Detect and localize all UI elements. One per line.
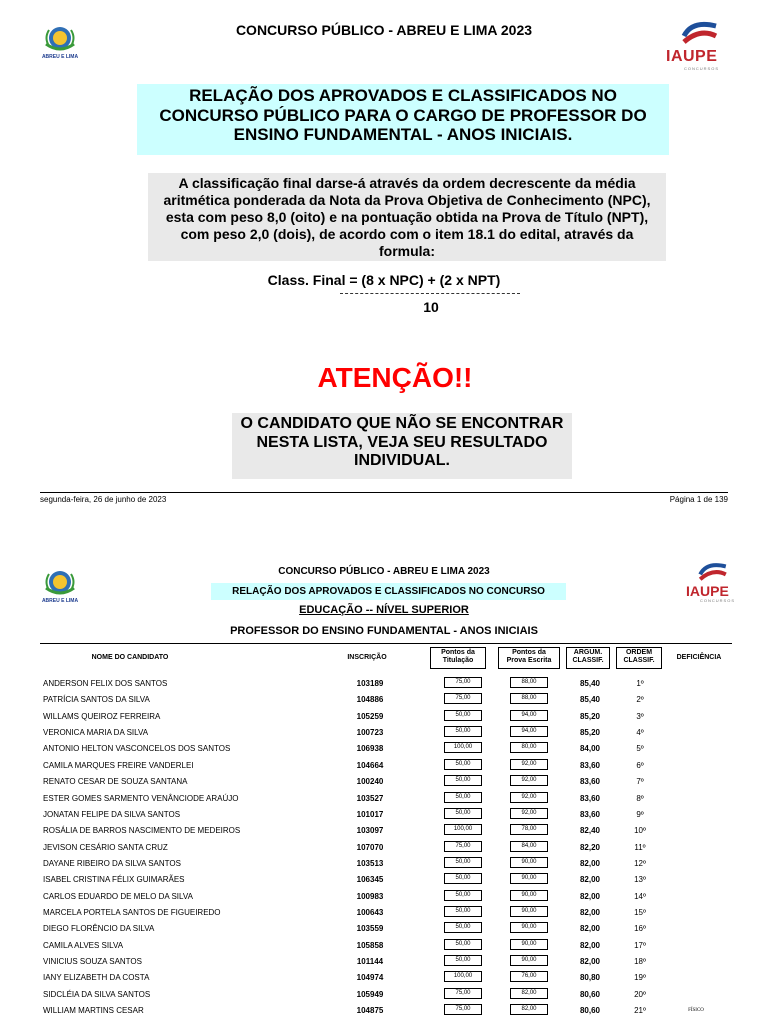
candidate-name: ESTER GOMES SARMENTO VENÂNCIODE ARAÚJO <box>43 793 239 803</box>
argum-cell: 82,20 <box>579 842 601 852</box>
title-line: CONCURSO PÚBLICO PARA O CARGO DE PROFESSOR DO <box>159 105 647 125</box>
table-row <box>40 840 732 856</box>
titulacao-cell: 50,00 <box>444 955 482 966</box>
escrita-cell: 94,00 <box>510 726 548 737</box>
titulacao-cell: 50,00 <box>444 808 482 819</box>
ordem-cell: 11º <box>634 842 646 852</box>
inscricao-cell: 107070 <box>356 842 384 852</box>
inscricao-cell: 105858 <box>356 940 384 950</box>
argum-cell: 83,60 <box>579 777 601 787</box>
escrita-cell: 76,00 <box>510 971 548 982</box>
inscricao-cell: 104664 <box>356 760 384 770</box>
escrita-cell: 92,00 <box>510 808 548 819</box>
inscricao-cell: 103527 <box>356 793 384 803</box>
escrita-cell: 90,00 <box>510 873 548 884</box>
ordem-cell: 13º <box>634 875 646 885</box>
escrita-cell: 80,00 <box>510 742 548 753</box>
page-header: CONCURSO PÚBLICO - ABREU E LIMA 2023 <box>235 22 533 38</box>
table-row <box>40 774 732 790</box>
page-title <box>137 84 669 155</box>
titulacao-cell: 50,00 <box>444 922 482 933</box>
table-row <box>40 692 732 708</box>
column-header-argum <box>566 647 610 669</box>
header-line: Titulação <box>442 657 474 664</box>
titulacao-cell: 50,00 <box>444 710 482 721</box>
footer-divider <box>40 492 728 493</box>
candidate-name: VERONICA MARIA DA SILVA <box>43 728 149 737</box>
candidate-name: CAMILA ALVES SILVA <box>43 940 124 950</box>
table-row <box>40 725 732 741</box>
note-line: A classificação final darse-á através da ordem decrescente da média <box>178 175 636 191</box>
titulacao-cell: 75,00 <box>444 841 482 852</box>
ordem-cell: 15º <box>634 907 646 917</box>
attention-line: O CANDIDATO QUE NÃO SE ENCONTRAR <box>240 415 564 432</box>
footer-date: segunda-feira, 26 de junho de 2023 <box>40 495 167 504</box>
candidate-name: ISABEL CRISTINA FÉLIX GUIMARÃES <box>43 875 185 885</box>
inscricao-cell: 105259 <box>356 711 384 721</box>
inscricao-cell: 104886 <box>356 695 384 705</box>
title-line: RELAÇÃO DOS APROVADOS E CLASSIFICADOS NO <box>189 86 617 105</box>
argum-cell: 82,00 <box>579 940 601 950</box>
ordem-cell: 16º <box>634 924 646 934</box>
argum-cell: 82,40 <box>579 826 601 836</box>
ordem-cell: 19º <box>634 973 646 983</box>
classification-note <box>148 173 666 261</box>
escrita-cell: 88,00 <box>510 677 548 688</box>
ordem-cell: 17º <box>634 940 646 950</box>
candidate-name: DIEGO FLORÊNCIO DA SILVA <box>43 924 155 934</box>
candidate-name: JEVISON CESÁRIO SANTA CRUZ <box>43 842 168 852</box>
argum-cell: 82,00 <box>579 957 601 966</box>
logo-left-text: ABREU E LIMA <box>41 598 79 604</box>
column-header-deficiencia: DEFICIÊNCIA <box>676 654 722 661</box>
logo-left-text: ABREU E LIMA <box>41 54 79 60</box>
titulacao-cell: 50,00 <box>444 792 482 803</box>
argum-cell: 83,60 <box>579 809 601 819</box>
escrita-cell: 92,00 <box>510 759 548 770</box>
column-header-name: NOME DO CANDIDATO <box>91 654 169 661</box>
escrita-cell: 82,00 <box>510 1004 548 1015</box>
escrita-cell: 94,00 <box>510 710 548 721</box>
escrita-cell: 88,00 <box>510 693 548 704</box>
inscricao-cell: 103189 <box>356 679 384 688</box>
ordem-cell: 7º <box>636 777 644 787</box>
header-line: CLASSIF. <box>623 657 655 664</box>
inscricao-cell: 100723 <box>356 728 384 737</box>
table-row <box>40 889 732 905</box>
argum-cell: 82,00 <box>579 924 601 934</box>
header-line: ORDEM <box>625 649 653 656</box>
table-row <box>40 921 732 937</box>
table-row <box>40 905 732 921</box>
escrita-cell: 90,00 <box>510 955 548 966</box>
titulacao-cell: 75,00 <box>444 988 482 999</box>
argum-cell: 82,00 <box>579 907 601 917</box>
candidate-name: VINICIUS SOUZA SANTOS <box>43 957 142 966</box>
argum-cell: 80,80 <box>579 973 601 983</box>
escrita-cell: 84,00 <box>510 841 548 852</box>
note-line: formula: <box>379 243 435 259</box>
candidate-name: IANY ELIZABETH DA COSTA <box>43 973 150 983</box>
candidate-name: PATRÍCIA SANTOS DA SILVA <box>43 695 150 705</box>
table-row <box>40 791 732 807</box>
titulacao-cell: 100,00 <box>444 824 482 835</box>
title-line: ENSINO FUNDAMENTAL - ANOS INICIAIS. <box>233 125 573 144</box>
ordem-cell: 8º <box>636 793 644 803</box>
page-header: CONCURSO PÚBLICO - ABREU E LIMA 2023 <box>278 566 490 577</box>
ordem-cell: 18º <box>634 957 646 966</box>
header-line: CLASSIF. <box>572 657 604 664</box>
note-line: esta com peso 8,0 (oito) e na pontuação obtida na Prova de Título (NPT), <box>165 209 649 225</box>
escrita-cell: 90,00 <box>510 857 548 868</box>
titulacao-cell: 50,00 <box>444 726 482 737</box>
column-header-titulacao <box>430 647 486 669</box>
escrita-cell: 90,00 <box>510 890 548 901</box>
inscricao-cell: 103097 <box>356 826 384 836</box>
attention-line: INDIVIDUAL. <box>354 452 450 469</box>
ordem-cell: 5º <box>636 744 644 754</box>
candidate-name: RENATO CESAR DE SOUZA SANTANA <box>43 777 188 787</box>
escrita-cell: 90,00 <box>510 906 548 917</box>
candidate-name: ROSÁLIA DE BARROS NASCIMENTO DE MEDEIROS <box>43 826 241 836</box>
cargo-title: PROFESSOR DO ENSINO FUNDAMENTAL - ANOS INICIAIS <box>230 625 538 637</box>
table-divider <box>40 643 732 644</box>
titulacao-cell: 50,00 <box>444 759 482 770</box>
page-subtitle: RELAÇÃO DOS APROVADOS E CLASSIFICADOS NO CONCURSO <box>211 583 566 600</box>
candidate-name: WILLIAM MARTINS CESAR <box>43 1006 144 1015</box>
table-row <box>40 1003 732 1019</box>
inscricao-cell: 100240 <box>356 777 384 787</box>
inscricao-cell: 105949 <box>356 989 384 999</box>
inscricao-cell: 104875 <box>356 1006 384 1015</box>
ordem-cell: 2º <box>636 695 644 705</box>
inscricao-cell: 106345 <box>356 875 384 885</box>
titulacao-cell: 100,00 <box>444 742 482 753</box>
escrita-cell: 90,00 <box>510 939 548 950</box>
table-row <box>40 938 732 954</box>
candidate-name: DAYANE RIBEIRO DA SILVA SANTOS <box>43 858 181 868</box>
candidate-name: WILLAMS QUEIROZ FERREIRA <box>43 711 161 721</box>
logo-right-text: IAUPE <box>686 583 729 599</box>
candidate-name: JONATAN FELIPE DA SILVA SANTOS <box>43 809 181 819</box>
candidate-name: SIDCLÉIA DA SILVA SANTOS <box>43 989 151 999</box>
formula: Class. Final = (8 x NPC) + (2 x NPT) <box>267 272 501 288</box>
escrita-cell: 78,00 <box>510 824 548 835</box>
table-row <box>40 856 732 872</box>
note-line: aritmética ponderada da Nota da Prova Objetiva de Conhecimento (NPC), <box>163 192 651 208</box>
candidate-name: ANDERSON FELIX DOS SANTOS <box>43 679 168 688</box>
attention-line: NESTA LISTA, VEJA SEU RESULTADO <box>256 433 548 451</box>
titulacao-cell: 50,00 <box>444 906 482 917</box>
escrita-cell: 82,00 <box>510 988 548 999</box>
argum-cell: 82,00 <box>579 875 601 885</box>
ordem-cell: 6º <box>636 760 644 770</box>
deficiencia-cell: FÍSICO <box>688 1008 704 1013</box>
table-row <box>40 758 732 774</box>
footer-page-number: Página 1 de 139 <box>669 495 728 504</box>
table-row <box>40 987 732 1003</box>
argum-cell: 85,40 <box>579 695 601 705</box>
argum-cell: 85,20 <box>579 728 601 737</box>
escrita-cell: 92,00 <box>510 775 548 786</box>
table-row <box>40 823 732 839</box>
titulacao-cell: 75,00 <box>444 677 482 688</box>
education-level: EDUCAÇÃO -- NÍVEL SUPERIOR <box>299 604 469 616</box>
argum-cell: 82,00 <box>579 858 601 868</box>
logo-right-sub: CONCURSOS <box>684 66 720 71</box>
ordem-cell: 14º <box>634 891 646 901</box>
titulacao-cell: 75,00 <box>444 693 482 704</box>
inscricao-cell: 100983 <box>356 891 384 901</box>
header-line: ARGUM. <box>573 649 603 656</box>
inscricao-cell: 101144 <box>356 957 384 966</box>
table-row <box>40 970 732 986</box>
table-row <box>40 709 732 725</box>
ordem-cell: 12º <box>634 858 646 868</box>
escrita-cell: 90,00 <box>510 922 548 933</box>
candidate-name: MARCELA PORTELA SANTOS DE FIGUEIREDO <box>43 907 221 917</box>
ordem-cell: 1º <box>636 679 644 688</box>
ordem-cell: 3º <box>636 711 644 721</box>
titulacao-cell: 75,00 <box>444 1004 482 1015</box>
ordem-cell: 10º <box>634 826 646 836</box>
ordem-cell: 4º <box>636 728 644 737</box>
inscricao-cell: 104974 <box>356 973 384 983</box>
escrita-cell: 92,00 <box>510 792 548 803</box>
table-row <box>40 954 732 970</box>
argum-cell: 85,20 <box>579 711 601 721</box>
ordem-cell: 9º <box>636 809 644 819</box>
candidate-name: CARLOS EDUARDO DE MELO DA SILVA <box>43 891 193 901</box>
fraction-line <box>340 293 520 294</box>
argum-cell: 85,40 <box>579 679 601 688</box>
header-line: Pontos da <box>441 649 475 656</box>
column-header-inscricao: INSCRIÇÃO <box>347 654 387 661</box>
header-line: Prova Escrita <box>506 657 552 664</box>
inscricao-cell: 103559 <box>356 924 384 934</box>
ordem-cell: 21º <box>634 1006 646 1015</box>
header-line: Pontos da <box>512 649 546 656</box>
table-row <box>40 741 732 757</box>
titulacao-cell: 50,00 <box>444 890 482 901</box>
argum-cell: 82,00 <box>579 891 601 901</box>
titulacao-cell: 50,00 <box>444 939 482 950</box>
logo-right-sub: CONCURSOS <box>700 598 736 603</box>
formula-divisor: 10 <box>423 299 439 315</box>
titulacao-cell: 50,00 <box>444 873 482 884</box>
table-row <box>40 872 732 888</box>
argum-cell: 83,60 <box>579 760 601 770</box>
table-row <box>40 676 732 692</box>
logo-right-text: IAUPE <box>666 48 718 65</box>
argum-cell: 80,60 <box>579 989 601 999</box>
column-header-escrita <box>498 647 560 669</box>
argum-cell: 83,60 <box>579 793 601 803</box>
titulacao-cell: 100,00 <box>444 971 482 982</box>
ordem-cell: 20º <box>634 989 646 999</box>
inscricao-cell: 106938 <box>356 744 384 754</box>
titulacao-cell: 50,00 <box>444 857 482 868</box>
candidate-name: ANTONIO HELTON VASCONCELOS DOS SANTOS <box>43 744 231 754</box>
column-header-ordem <box>616 647 662 669</box>
inscricao-cell: 103513 <box>356 858 384 868</box>
note-line: com peso 2,0 (dois), de acordo com o item 18.1 do edital, através da <box>180 226 634 242</box>
attention-title: ATENÇÃO!! <box>317 362 473 393</box>
table-row <box>40 807 732 823</box>
argum-cell: 80,60 <box>579 1006 601 1015</box>
candidate-name: CAMILA MARQUES FREIRE VANDERLEI <box>43 760 194 770</box>
attention-message <box>232 413 572 479</box>
inscricao-cell: 100643 <box>356 907 384 917</box>
titulacao-cell: 50,00 <box>444 775 482 786</box>
argum-cell: 84,00 <box>579 744 601 754</box>
inscricao-cell: 101017 <box>356 809 384 819</box>
